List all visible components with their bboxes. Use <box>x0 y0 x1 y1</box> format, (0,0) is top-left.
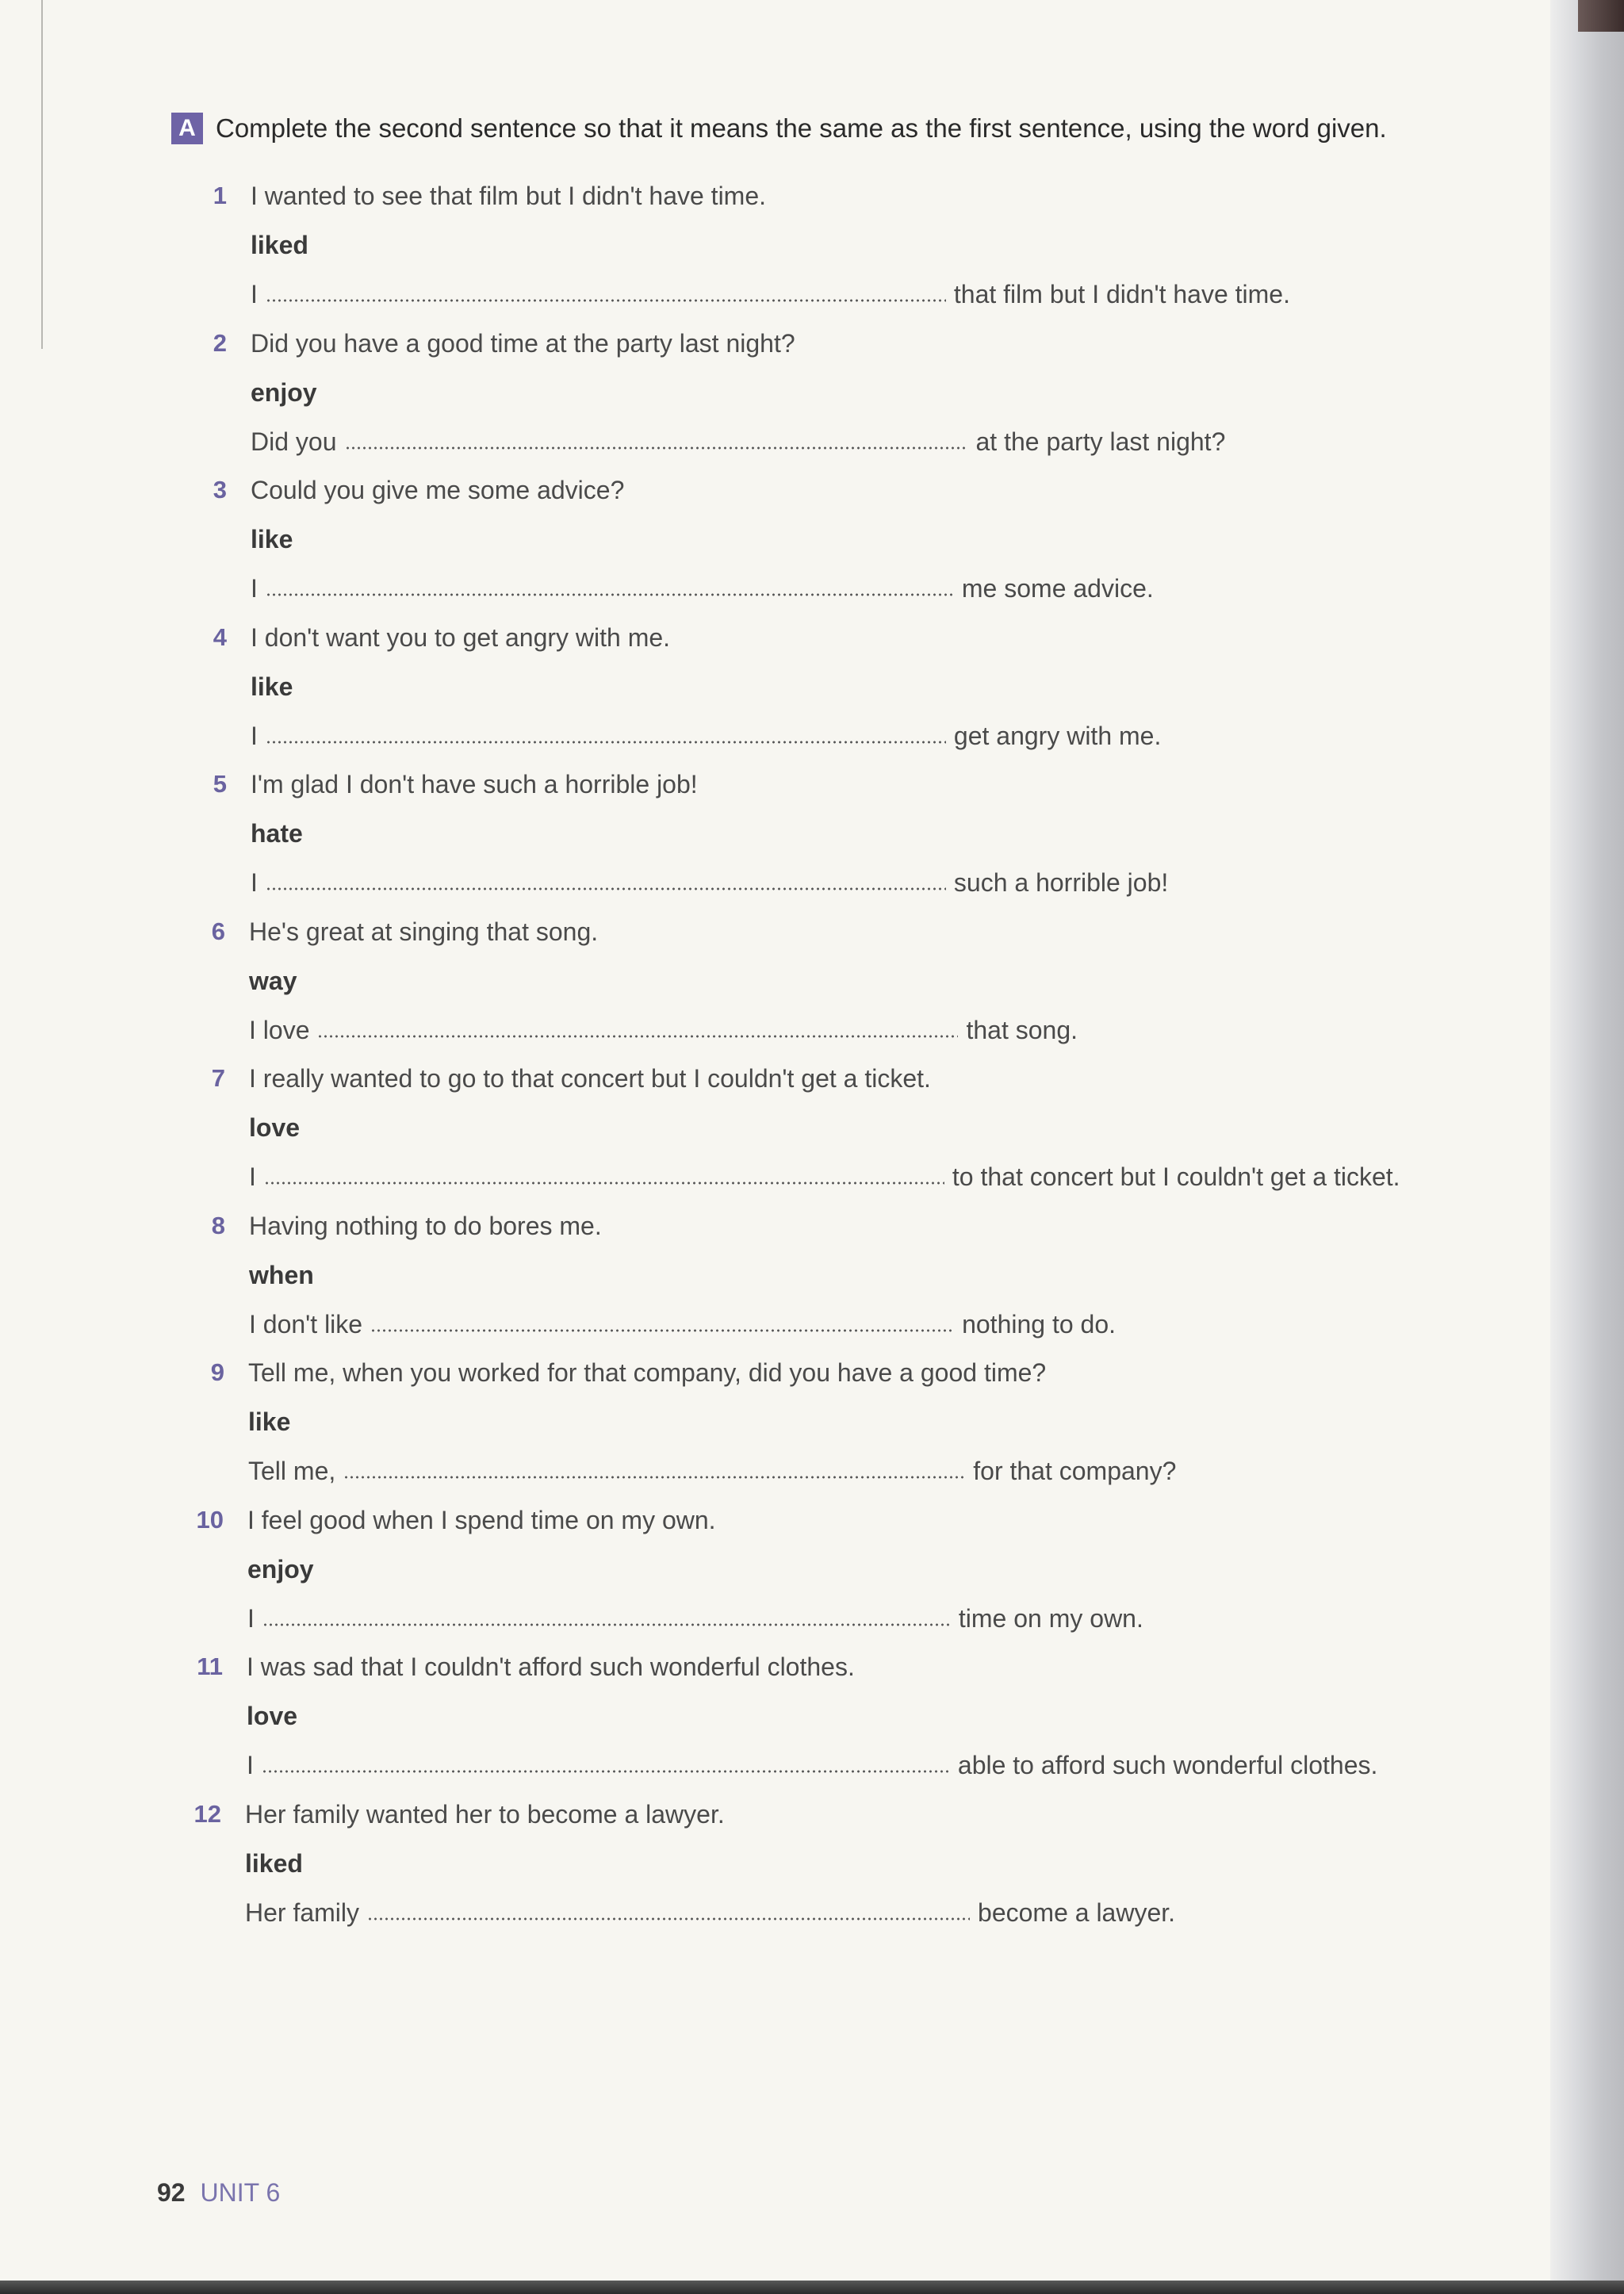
exercise-item <box>0 325 1507 473</box>
exercise-badge: A <box>171 113 203 144</box>
item-answer-line <box>251 423 1225 460</box>
item-number: 10 <box>196 1505 224 1534</box>
item-number: 6 <box>211 917 225 945</box>
item-sentence: Did you have a good time at the party last night? <box>251 328 795 358</box>
item-answer-line <box>249 1306 1116 1342</box>
item-number: 8 <box>211 1211 225 1239</box>
item-keyword: liked <box>251 231 308 259</box>
item-number: 1 <box>213 182 227 209</box>
item-number: 9 <box>210 1358 224 1386</box>
answer-suffix: get angry with me. <box>953 721 1162 750</box>
exercise-item <box>0 913 1505 1061</box>
answer-prefix: I love <box>249 1015 310 1044</box>
exercise-item <box>0 1354 1504 1502</box>
item-number: 12 <box>193 1799 221 1828</box>
item-number: 2 <box>213 328 227 357</box>
item-sentence: I'm glad I don't have such a horrible job! <box>251 770 698 798</box>
answer-blank[interactable] <box>343 1472 965 1483</box>
item-sentence: Having nothing to do bores me. <box>249 1211 602 1240</box>
exercise-item <box>0 1060 1505 1208</box>
item-keyword: like <box>248 1407 291 1436</box>
answer-prefix: I <box>251 721 258 750</box>
item-sentence: I really wanted to go to that concert but I couldn't get a ticket. <box>249 1064 931 1093</box>
item-sentence: Her family wanted her to become a lawyer. <box>245 1799 725 1829</box>
item-sentence: He's great at singing that song. <box>249 917 599 946</box>
exercise-item <box>0 178 1507 325</box>
answer-prefix: I <box>251 868 258 897</box>
item-sentence: Tell me, when you worked for that company, did you have a good time? <box>248 1358 1047 1387</box>
answer-blank[interactable] <box>317 1031 958 1042</box>
item-keyword: love <box>247 1702 298 1730</box>
item-keyword: when <box>249 1260 314 1289</box>
answer-prefix: Her family <box>245 1898 360 1927</box>
item-keyword: enjoy <box>247 1554 314 1584</box>
item-answer-line <box>247 1747 1377 1783</box>
answer-suffix: for that company? <box>973 1457 1177 1485</box>
item-answer-line <box>251 570 1154 607</box>
answer-blank[interactable] <box>266 737 946 748</box>
item-keyword: like <box>251 672 293 701</box>
page-bottom-edge <box>0 2281 1624 2294</box>
book-cover-corner <box>1578 0 1624 32</box>
item-answer-line <box>251 718 1161 754</box>
exercise-item <box>0 1208 1505 1355</box>
answer-suffix: become a lawyer. <box>978 1898 1176 1927</box>
exercise-item <box>0 766 1507 913</box>
page-footer <box>157 2177 280 2208</box>
answer-prefix: I <box>251 280 258 308</box>
item-keyword: liked <box>245 1848 303 1878</box>
answer-prefix: I <box>251 574 258 603</box>
item-number: 3 <box>213 476 227 504</box>
item-answer-line <box>251 864 1168 901</box>
exercise-item <box>0 1796 1501 1944</box>
answer-suffix: able to afford such wonderful clothes. <box>957 1751 1378 1779</box>
item-answer-line <box>251 276 1290 312</box>
item-sentence: I wanted to see that film but I didn't have time. <box>251 182 767 210</box>
answer-blank[interactable] <box>266 295 946 306</box>
answer-suffix: such a horrible job! <box>953 868 1169 897</box>
answer-suffix: that song. <box>966 1015 1078 1044</box>
item-sentence: I was sad that I couldn't afford such wonderful clothes. <box>247 1653 855 1681</box>
answer-blank[interactable] <box>264 1178 944 1189</box>
item-number: 4 <box>213 622 227 651</box>
answer-prefix: Did you <box>251 427 337 456</box>
item-answer-line <box>249 1158 1400 1195</box>
answer-blank[interactable] <box>345 442 968 454</box>
page-gutter-shadow <box>1550 0 1624 2294</box>
exercise-item <box>0 1649 1503 1796</box>
answer-prefix: I <box>247 1603 255 1633</box>
page-number: 92 <box>157 2178 186 2207</box>
item-sentence: I feel good when I spend time on my own. <box>247 1505 716 1534</box>
item-keyword: way <box>249 966 297 995</box>
item-keyword: like <box>251 525 293 553</box>
answer-suffix: at the party last night? <box>975 427 1226 456</box>
item-keyword: love <box>249 1113 301 1142</box>
item-answer-line <box>247 1600 1143 1637</box>
exercise-item <box>0 472 1507 619</box>
answer-prefix: I <box>247 1751 254 1779</box>
answer-blank[interactable] <box>262 1766 950 1777</box>
answer-suffix: me some advice. <box>961 574 1154 603</box>
answer-suffix: to that concert but I couldn't get a ticket. <box>952 1162 1400 1191</box>
item-sentence: I don't want you to get angry with me. <box>251 622 671 652</box>
exercise-heading <box>171 111 1387 146</box>
answer-prefix: Tell me, <box>248 1457 336 1485</box>
item-keyword: enjoy <box>251 377 317 407</box>
answer-prefix: I <box>249 1162 256 1191</box>
item-answer-line <box>249 1012 1078 1048</box>
answer-suffix: time on my own. <box>958 1603 1143 1633</box>
item-answer-line <box>248 1453 1176 1489</box>
exercise-item <box>0 619 1507 767</box>
item-number: 11 <box>197 1653 223 1680</box>
item-number: 5 <box>213 770 227 798</box>
answer-suffix: that film but I didn't have time. <box>953 280 1290 308</box>
item-sentence: Could you give me some advice? <box>251 476 625 504</box>
answer-blank[interactable] <box>266 883 946 894</box>
answer-blank[interactable] <box>266 589 954 600</box>
item-number: 7 <box>211 1064 225 1092</box>
unit-label: UNIT 6 <box>200 2178 281 2207</box>
answer-prefix: I don't like <box>249 1309 363 1338</box>
item-answer-line <box>245 1894 1175 1931</box>
answer-blank[interactable] <box>370 1325 954 1336</box>
answer-suffix: nothing to do. <box>962 1309 1116 1338</box>
item-keyword: hate <box>251 819 303 848</box>
answer-blank[interactable] <box>262 1619 951 1630</box>
exercise-item <box>0 1502 1503 1649</box>
answer-blank[interactable] <box>367 1913 970 1924</box>
exercise-instruction: Complete the second sentence so that it means the same as the first sentence, using the word given. <box>216 113 1387 143</box>
